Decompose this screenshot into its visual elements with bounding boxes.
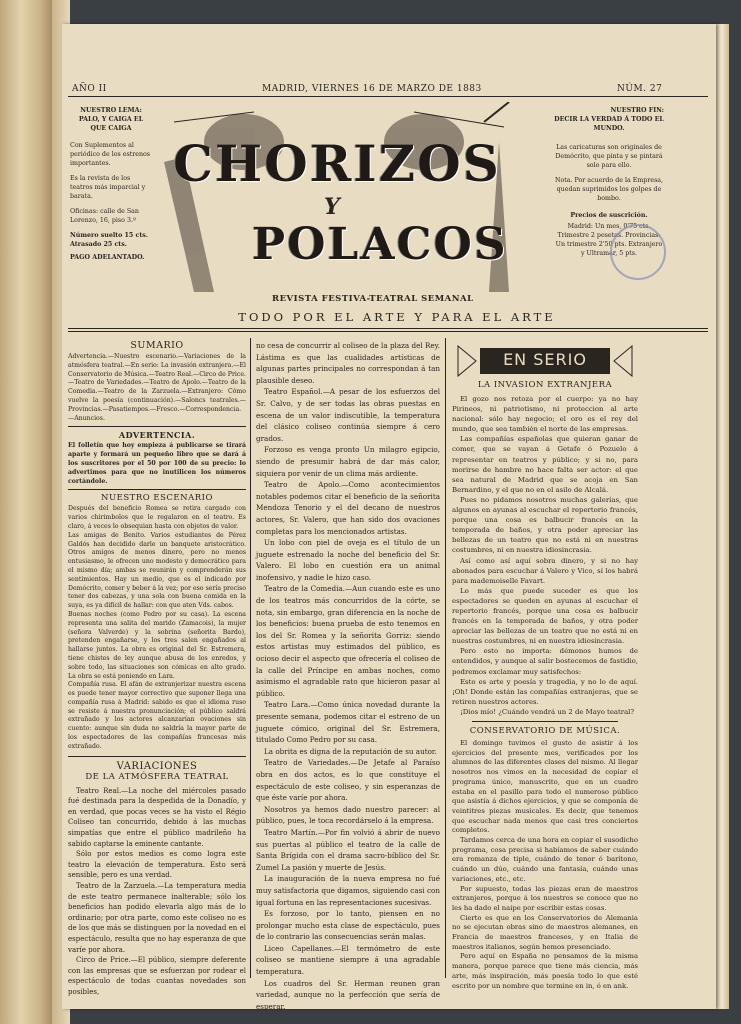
book-spine bbox=[0, 0, 52, 1024]
masthead-title-top: CHORIZOS bbox=[173, 134, 501, 193]
lema-text: PALO, Y CAIGA EL QUE CAIGA bbox=[78, 116, 144, 132]
col2-p4: Teatro de Apolo.—Como acontecimientos notables podemos citar el beneficio de la señorita Mendoza Tenorio y el del decano de nuestros actores, Sr. Valero, que han sido dos ovaciones completas para los mencionados artistas. bbox=[256, 480, 440, 536]
prices-label: Precios de suscrición. bbox=[570, 212, 648, 219]
escenario-p1: Después del beneficio Romea se retira cargado con varios chirimbolos que le regalaron en el teatro. Es claro, á veces lo obsequian hasta con objetos de valor. bbox=[68, 505, 246, 530]
col2-p7: Teatro Lara.—Como única novedad durante la presente semana, podemos citar el estreno de un juguete cómico, original del Sr. Estremera, titulado Como Pedro por su casa. bbox=[256, 700, 440, 745]
conservatorio-heading: CONSERVATORIO DE MÚSICA. bbox=[469, 726, 621, 736]
en-serio-banner bbox=[456, 344, 634, 378]
price-single: Número suelto 15 cts. bbox=[70, 232, 148, 239]
col2-p1: no cesa de concurrir al coliseo de la plaza del Rey. Lástima es que las cualidades artísticas de algunas partes principales no correspondan á tan plausible deseo. bbox=[256, 341, 440, 385]
col2-p13: Es forzoso, por lo tanto, piensen en no prolongar mucho esta clase de espectáculo, pues de lo contrario las consecuencias serán malas. bbox=[256, 909, 440, 942]
invasion-p8: ¡Dios mío! ¿Cuándo vendrá un 2 de Mayo teatral? bbox=[460, 707, 635, 716]
invasion-p2: Las compañías españolas que quieran ganar de comer, que se vayan á Getafe ó Pozuelo á representar en teatros y público; y si no, para morirse de hambre no hace falta ser actor: el que sea natural de Madrid que se acoja en San Bernardino, y el que no en el asilo de Alcalá. bbox=[452, 435, 638, 494]
masthead-title-bottom: POLACOS bbox=[252, 219, 508, 270]
advertencia-text: El folletín que hoy empieza á publicarse se tirará aparte y formará un pequeño libro que se dará á los suscritores por el 50 por 100 de su precio: lo advertimos para que no inutilicen los números cortándole. bbox=[68, 442, 246, 485]
masthead-bottom-rule bbox=[68, 328, 708, 329]
escenario-heading: NUESTRO ESCENARIO bbox=[101, 493, 213, 504]
invasion-p7: Esto es arte y poesía y tragedia, y no lo de aquí. ¡Oh! Donde están las compañías extranjeras, que se retiren nuestros actores. bbox=[452, 677, 638, 706]
col2-p11: Teatro Martín.—Por fin volvió á abrir de nuevo sus puertas al público el teatro de la calle de Santa Brígida con el drama sacro-bíblico del Sr. Zumel La pasión y muerte de Jesús. bbox=[256, 827, 440, 872]
lema-label: NUESTRO LEMA: bbox=[80, 107, 142, 114]
pay-in-advance: PAGO ADELANTADO. bbox=[70, 254, 145, 261]
col2-p6: Teatro de la Comedia.—Aun cuando este es uno de los teatros más concurridos de la córte, se nota, sin embargo, gran diferencia en la noche de los beneficios: buena prueba de esto tenemos en los del Sr. Romea y la señorita Gorriz: siendo estos artistas muy estimados del público, es ocioso decir el aspecto que ofrecería el coliseo de la calle del Príncipe en ambas noches, como asimismo el agradable rato que hicieron pasar al público. bbox=[256, 584, 440, 698]
left-ear-p3: Oficinas: calle de San Lorenzo, 16, piso 3.º bbox=[70, 208, 139, 224]
issue-dateline: MADRID, VIERNES 16 DE MARZO DE 1883 bbox=[262, 84, 482, 94]
column-2 bbox=[256, 340, 440, 1012]
conservatorio-p2: Tardamos cerca de una hora en copiar el susodicho programa, cosa precisa si habíamos de saber cuándo era romanza de tiple, cuándo de tenor ó barítono, cuándo un dúo, cuándo una fantasía, cuándo unas variaciones, etc., etc. bbox=[452, 836, 638, 883]
library-stamp bbox=[610, 224, 666, 280]
masthead-subtitle: REVISTA FESTIVA-TEATRAL SEMANAL bbox=[272, 294, 474, 304]
variaciones-heading: VARIACIONES bbox=[116, 760, 198, 772]
col2-p14: Liceo Capellanes.—El termómetro de este coliseo se mantiene siempre á una agradable temperatura. bbox=[256, 943, 440, 977]
col2-p15: Los cuadros del Sr. Herman reunen gran variedad, aunque no la perfección que sería de esperar. bbox=[256, 978, 440, 1011]
escenario-p3: Buenas noches (como Pedro por su casa). La escena representa una salita del marido (Zamacois), la mujer (señora Valverde) y la sobrina (señorita Bardo), pretenden engañarse, y los tres salen engañados al hallarse juntos. La obra es original del Sr. Estremera, tiene chistes de ley aunque abusa de los enredos, y sobre todo, las situaciones son cómicas en alto grado. La obra se está poniendo en Lara. bbox=[68, 610, 246, 680]
right-ear-p2: Nota. Por acuerdo de la Empresa, quedan suprimidos los golpes de bombo. bbox=[554, 177, 664, 202]
price-back-issue: Atrasado 25 cts. bbox=[70, 241, 127, 248]
col2-p8: La obrita es digna de la reputación de su autor. bbox=[264, 746, 437, 756]
escenario-p4: Compañía rusa. El afán de extranjerizar nuestra escena es puede tener mayor correctivo que suponer llega una compañía rusa á Madrid: sabido es que el idioma ruso se resiste á nuestra pronunciación; el público saldrá extrañado y los actores alcanzarían ovaciones sin cuento: aunque sin duda no saldría la mayor parte de los espectadores de las compañías francesas más extrañado. bbox=[68, 681, 246, 750]
col2-p3: Forzoso es venga pronto Un milagro egipcio, siendo de presumir habrá de dar más calor, siquiera por venir de un clima más ardiente. bbox=[256, 445, 440, 478]
conservatorio-p3: Por supuesto, todas las piezas eran de maestros extranjeros, porque á los nuestros se conoce que no les ha dado el naipe por escribir estas cosas. bbox=[452, 884, 638, 912]
column-1 bbox=[68, 340, 246, 998]
invasion-p4: Así como así aquí sobra dinero, y si no hay abonados para escuchar á Valero y Vico, sí los habrá para mademoiselle Favart. bbox=[452, 556, 638, 585]
col2-p9: Teatro de Variedades.—De Jetafe al Paraíso obra en dos actos, es lo que constituye el espectáculo de este coliseo, y sin esperanzas de que éste varíe por ahora. bbox=[256, 758, 440, 803]
prices-text: Madrid: Un mes, 0'75 cts. Trimestre 2 pesetas. Provincias: Un trimestre 2'50 pts. Extranjero y Ultramar, 5 pts. bbox=[555, 223, 663, 257]
column-divider-2 bbox=[445, 338, 446, 978]
newspaper-page bbox=[62, 24, 716, 1009]
masthead-bottom-rule-2 bbox=[68, 331, 708, 332]
right-ear-p1: Las caricaturas son originales de Demócrito, que pinta y se pintará solo para ello. bbox=[555, 144, 663, 169]
variaciones-p2: Sólo por estos medios es como logra este teatro la elevación de temperatura. Esto será sensible, pero es una verdad. bbox=[68, 850, 246, 880]
fin-text: DECIR LA VERDAD Á TODO EL MUNDO. bbox=[554, 116, 664, 132]
page-stack-edge bbox=[715, 24, 729, 1009]
issue-number: NÚM. 27 bbox=[617, 84, 663, 94]
col2-p12: La inauguración de la nueva empresa no fué muy satisfactoria que digamos, siguiendo casi con igual fortuna en las representaciones sucesivas. bbox=[256, 874, 440, 907]
col2-p10: Nosotros ya hemos dado nuestro parecer: al público, pues, le toca recordárselo á la empresa. bbox=[256, 804, 440, 826]
sumario-text: Advertencia.—Nuestro escenario.—Variaciones de la atmósfera teatral.—En serio: La invasión extranjera.—El Conservatorio de Música.—Teatro Real.—Circo de Price.—Teatro de Variedades.—Teatro de Apolo.—Teatro de la Comedia.—Teatro de la Zarzuela.—Extranjero: Cómo vuelve la poesía (continuación).—Saloncs teatrales.—Provincias.—Pasatiempos.—Fresco.—Correspondencia.—Anuncios. bbox=[68, 353, 246, 422]
column-3 bbox=[452, 340, 638, 991]
masthead-title-joiner: Y bbox=[324, 194, 340, 220]
advertencia-heading: ADVERTENCIA. bbox=[118, 430, 196, 441]
masthead-motto: TODO POR EL ARTE Y PARA EL ARTE bbox=[238, 310, 556, 324]
conservatorio-p1: El domingo tuvimos el gusto de asistir á los ejercicios del presente mes, verificados por los alumnos de las diferentes clases del mismo. Al llegar nosotros nos vimos en la necesidad de copiar el programa único, manuscrito, que en un cuadro estaba en el pasillo para todo el numeroso público que asistía á dichos ejercicios, y que se componía de veintitres piezas musicales. Es decir, que tenemos que escuchar nada menos que casi tres conciertos completos. bbox=[452, 739, 638, 835]
conservatorio-p5: Pero aquí en España no pensamos de la misma manera, porque parece que tiene más ciencia, más arte, más inspiración, más poesía todo lo que esté escrito por un nombre que termine en in, ó en ank. bbox=[452, 952, 638, 990]
banner-text: EN SERIO bbox=[503, 350, 587, 369]
variaciones-subheading: DE LA ATMÓSFERA TEATRAL bbox=[85, 771, 229, 782]
variaciones-p4: Circo de Price.—El público, siempre deferente con las empresas que se esfuerzan por rodear el espectáculo de todas cuantas novedades son posibles, bbox=[68, 956, 246, 996]
invasion-p6: Pero esto no importa: démonos humos de entendidos, y aunque al salir bostecemos de fastidio, podremos exclamar muy satisfechos: bbox=[452, 647, 638, 676]
masthead-rule bbox=[68, 96, 708, 97]
variaciones-p3: Teatro de la Zarzuela.—La temperatura media de este teatro permanece inalterable; sólo los beneficios han podido elevarla algo más de lo ordinario; por otra parte, como este coliseo no es de los que más se distinguen por la novedad en el espectáculo, resulta que no hay esperanza de que varíe por ahora. bbox=[68, 882, 246, 954]
invasion-heading: LA INVASION EXTRANJERA bbox=[477, 380, 613, 390]
variaciones-p1: Teatro Real.—La noche del miércoles pasado fué destinada para la despedida de la Donadío, y en verdad, que pocas veces se ha visto el Régio Coliseo tan concurrido, debido á las muchas simpatías que entre el público madrileño ha sabido captarse la eminente cantante. bbox=[68, 786, 246, 848]
escenario-p2: Las amigas de Benito. Varios estudiantes de Pérez Galdós han decidido darle un banquete aristocrático. Otros amigos de menos dinero, pero no menos entusiasmo, le ofrecen uno modesto y democrático para el mismo día; ambas se reunirán y comprenderán sus sentimientos. Hay un medio, que es el indicado por Demócrito, comer y beber á la vez; por eso sería preciso tener dos cabezas, y una sola con buena comida en la suya, es ya difícil de hallar: con que aten Vds. cabos. bbox=[68, 531, 246, 610]
left-ear bbox=[70, 106, 152, 262]
column-divider-1 bbox=[250, 338, 251, 978]
left-ear-p1: Con Suplementos al periódico de los estrenos importantes. bbox=[70, 142, 151, 167]
col2-p5: Un lobo con piel de oveja es el título de un juguete estrenado la noche del beneficio del Sr. Valero. El lobo en cuestión era un animal inofensivo, y nadie le hizo caso. bbox=[256, 538, 440, 582]
col2-p2: Teatro Español.—A pesar de los esfuerzos del Sr. Calvo, y de ser todas las obras puestas en escena de un valor indiscutible, la temperatura del clásico coliseo continúa siempre á cero grados. bbox=[256, 387, 440, 443]
invasion-p5: Lo más que puede suceder es que los espectadores se queden en ayunas al escuchar el repertorio francés, porque una cosa es balbucir francés en la temporada de baños, y otra poder apreciar las bellezas de un teatro que no está ni en nuestras costumbres, ni en nuestra idiosincrasia. bbox=[452, 586, 638, 646]
sumario-heading: SUMARIO bbox=[130, 340, 184, 351]
invasion-p3: Pues no pidamos nosotros muchas galerías, que algunos en ayunas al escuchar el repertorio francés, porque una cosa es balbucir francés en la temporada de baños, y otra poder apreciar las bellezas de un teatro que no está ni en nuestras costumbres, ni en nuestra idiosincrasia. bbox=[452, 495, 638, 555]
invasion-p1: El gozo nos retoza por el cuerpo: ya no hay Pirineos, ni patriotismo, ni proteccion al arte nacional: sólo hay negocio; el oro es el rey del mundo, que sea también el norte de las empresas. bbox=[452, 395, 638, 434]
conservatorio-p4: Cierto es que en los Conservatorios de Alemania no se ejecutan obras sino de maestros alemanes, en Francia de maestros franceses, y en Italia de maestros italianos, según hemos presenciado. bbox=[452, 913, 638, 951]
issue-year: AÑO II bbox=[72, 84, 107, 94]
left-ear-p2: Es la revista de los teatros más imparcial y barata. bbox=[70, 175, 146, 200]
fin-label: NUESTRO FIN: bbox=[610, 107, 664, 114]
